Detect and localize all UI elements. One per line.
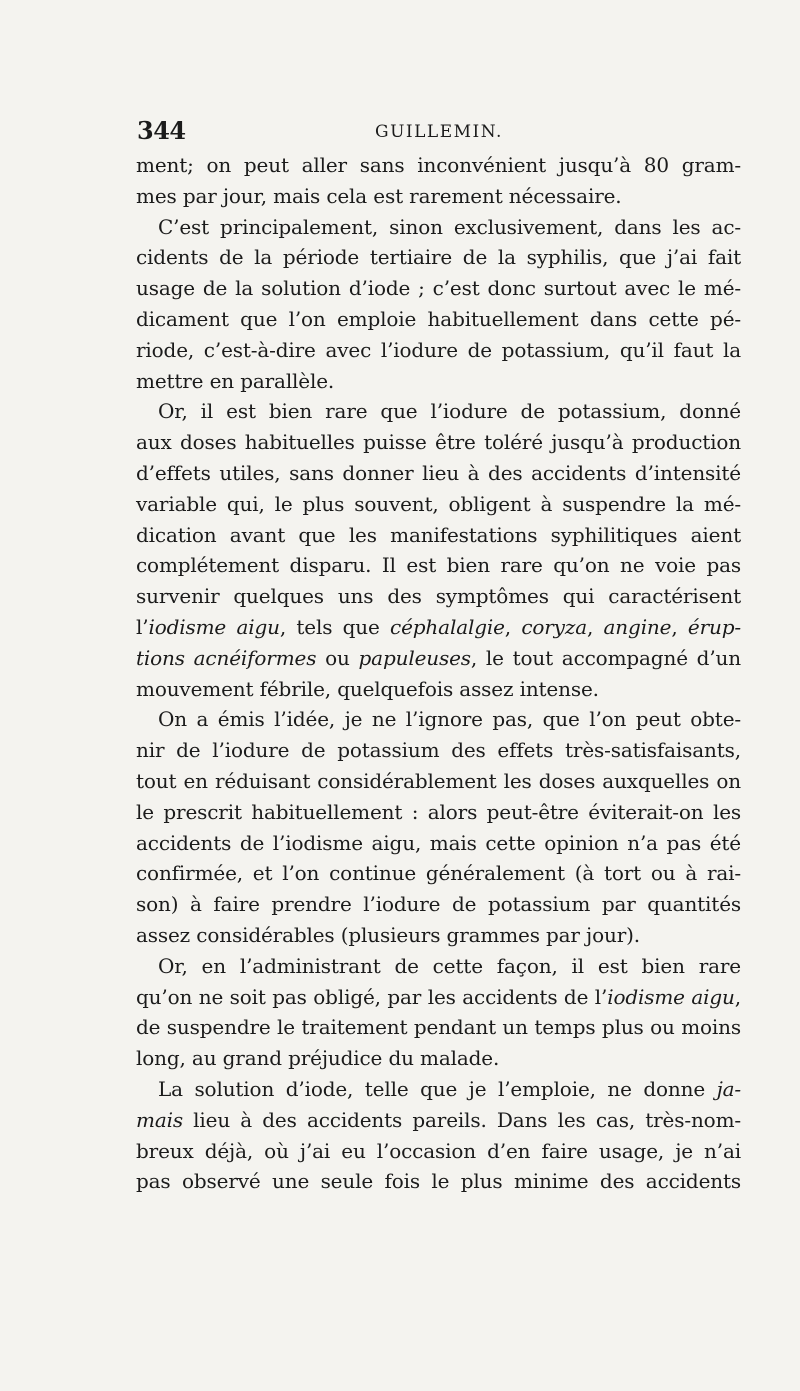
text-line [136,1136,741,1167]
text-segment: nir de l’iodure de potassium des effets très-satisfaisants, [136,738,741,763]
italic-text: tions acnéiformes [136,645,317,670]
italic-text: ja- [716,1076,741,1101]
text-line [136,828,741,859]
text-segment: complétement disparu. Il est bien rare qu’on ne voie pas [136,553,741,578]
italic-text: iodisme aigu [607,984,735,1009]
text-segment: long, au grand préjudice du malade. [136,1046,500,1071]
text-segment: accidents de l’iodisme aigu, mais cette opinion n’a pas été [136,830,741,855]
text-segment: riode, c’est-à-dire avec l’iodure de potassium, qu’il faut la [136,337,741,362]
text-segment: , [587,614,604,639]
text-segment: mouvement fébrile, quelquefois assez intense. [136,676,599,701]
text-segment: variable qui, le plus souvent, obligent à suspendre la mé- [136,491,741,516]
text-line [136,889,741,920]
text-segment: aux doses habituelles puisse être toléré jusqu’à production [136,430,741,455]
text-line [136,1012,741,1043]
text-segment: de suspendre le traitement pendant un temps plus ou moins [136,1015,741,1040]
text-line [136,766,741,797]
text-line [136,520,741,551]
text-line [136,735,741,766]
text-line [136,704,741,735]
text-segment: ou [316,645,359,670]
text-segment: cidents de la période tertiaire de la syphilis, que j’ai fait [136,245,741,270]
text-line [136,242,741,273]
text-segment: On a émis l’idée, je ne l’ignore pas, que l’on peut obte- [158,707,741,732]
text-segment: survenir quelques uns des symptômes qui caractérisent [136,584,741,609]
page-number: 344 [137,116,186,145]
text-segment: breux déjà, où j’ai eu l’occasion d’en faire usage, je n’ai [136,1138,741,1163]
text-line [136,581,741,612]
text-line [136,1166,741,1197]
page-header [137,116,737,148]
text-segment: mettre en parallèle. [136,368,335,393]
text-segment: lieu à des accidents pareils. Dans les cas, très-nom- [182,1107,741,1132]
body-text [136,150,741,1197]
text-line [136,1105,741,1136]
text-segment: assez considérables (plusieurs grammes par jour). [136,922,640,947]
text-segment: Or, il est bien rare que l’iodure de potassium, donné [158,399,741,424]
text-segment: La solution d’iode, telle que je l’emploie, ne donne [158,1076,717,1101]
text-line [136,212,741,243]
italic-text: céphalalgie [390,614,505,639]
text-segment: C’est principalement, sinon exclusivement, dans les ac- [158,214,741,239]
text-segment: usage de la solution d’iode ; c’est donc surtout avec le mé- [136,276,741,301]
text-segment: , [504,614,522,639]
text-line [136,427,741,458]
text-line [136,304,741,335]
text-line [136,550,741,581]
text-line [136,396,741,427]
text-segment: , tels que [279,614,391,639]
text-segment: Or, en l’administrant de cette façon, il est bien rare [158,953,741,978]
text-segment: son) à faire prendre l’iodure de potassium par quantités [136,892,741,917]
text-segment: l’ [136,614,149,639]
text-segment: , le tout accompagné d’un [470,645,741,670]
text-line [136,951,741,982]
text-line [136,181,741,212]
text-line [136,674,741,705]
italic-text: iodisme aigu [148,614,280,639]
text-line [136,150,741,181]
italic-text: papuleuses [358,645,471,670]
text-line [136,858,741,889]
text-line [136,797,741,828]
italic-text: mais [136,1107,183,1132]
text-segment: pas observé une seule fois le plus minime des accidents [136,1169,741,1194]
text-line [136,982,741,1013]
text-segment: le prescrit habituellement : alors peut-être éviterait-on les [136,799,741,824]
text-line [136,1043,741,1074]
text-segment: d’effets utiles, sans donner lieu à des accidents d’intensité [136,460,741,485]
italic-text: coryza [521,614,587,639]
italic-text: érup- [687,614,741,639]
text-line [136,366,741,397]
text-line [136,643,741,674]
italic-text: angine [603,614,672,639]
text-line [136,273,741,304]
text-segment: , [734,984,741,1009]
running-head: GUILLEMIN. [375,122,503,142]
text-line [136,335,741,366]
text-line [136,612,741,643]
text-line [136,458,741,489]
text-line [136,1074,741,1105]
text-segment: , [671,614,688,639]
text-segment: tout en réduisant considérablement les doses auxquelles on [136,768,741,793]
text-segment: confirmée, et l’on continue généralement (à tort ou à rai- [136,861,741,886]
text-segment: mes par jour, mais cela est rarement nécessaire. [136,183,622,208]
text-line [136,920,741,951]
text-line [136,489,741,520]
text-segment: dication avant que les manifestations syphilitiques aient [136,522,741,547]
text-segment: qu’on ne soit pas obligé, par les accidents de l’ [136,984,608,1009]
text-segment: ment; on peut aller sans inconvénient jusqu’à 80 gram- [136,153,741,177]
text-segment: dicament que l’on emploie habituellement dans cette pé- [136,306,741,331]
